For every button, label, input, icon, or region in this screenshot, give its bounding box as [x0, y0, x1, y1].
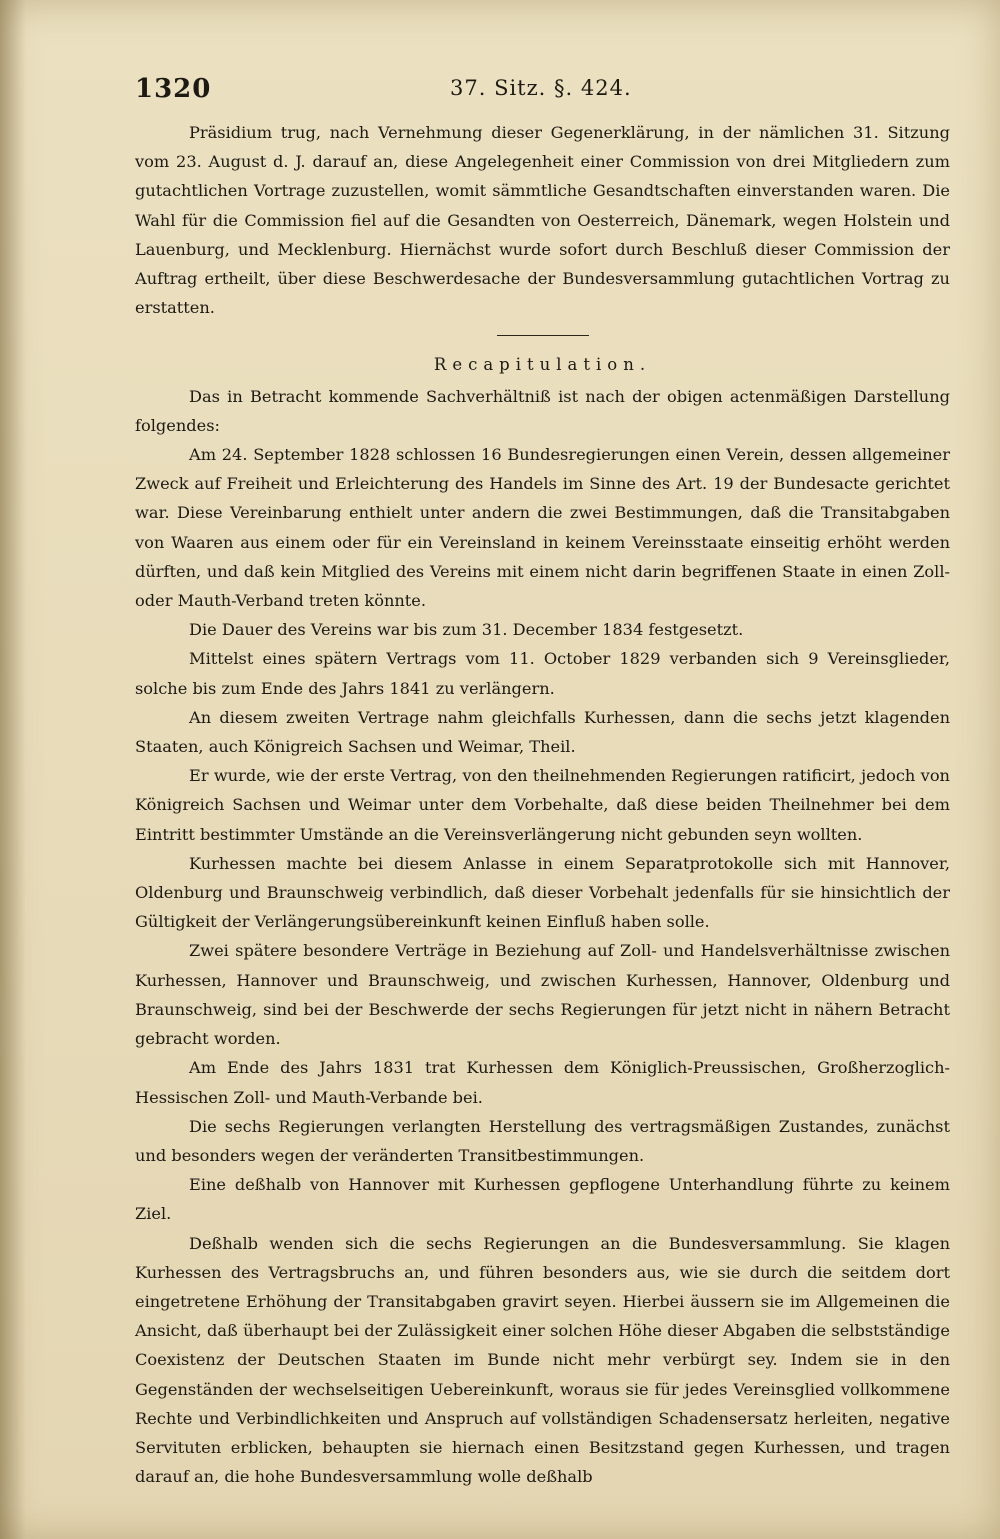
- page-header: [135, 74, 955, 110]
- paragraph: Kurhessen machte bei diesem Anlasse in einem Separatprotokolle sich mit Hannover, Oldenburg und Braunschweig verbindlich, daß dieser Vorbehalt jedenfalls für sie hinsichtlich der Gültigkeit der Verlängerungsübereinkunft keinen Einfluß haben solle.: [135, 853, 950, 932]
- paragraph: Präsidium trug, nach Vernehmung dieser Gegenerklärung, in der nämlichen 31. Sitzung vom 23. August d. J. darauf an, diese Angelegenheit einer Commission von drei Mitgliedern zum gutachtlichen Vortrage zuzustellen, womit sämmtliche Gesandtschaften einverstanden waren. Die Wahl für die Commission fiel auf die Gesandten von Oesterreich, Dänemark, wegen Holstein und Lauenburg, und Mecklenburg. Hiernächst wurde sofort durch Beschluß dieser Commission der Auftrag ertheilt, über diese Beschwerdesache der Bundesversammlung gutachtlichen Vortrag zu erstatten.: [135, 123, 950, 318]
- paragraph: Die Dauer des Vereins war bis zum 31. December 1834 festgesetzt.: [189, 620, 744, 640]
- paragraph: Er wurde, wie der erste Vertrag, von den theilnehmenden Regierungen ratificirt, jedoch von Königreich Sachsen und Weimar unter dem Vorbehalte, daß diese beiden Theilnehmer bei dem Eintritt bestimmter Umstände an die Vereinsverlängerung nicht gebunden seyn wollten.: [135, 766, 950, 844]
- paragraph: Am Ende des Jahrs 1831 trat Kurhessen dem Königlich-Preussischen, Großherzoglich-Hessischen Zoll- und Mauth-Verbande bei.: [135, 1058, 950, 1107]
- page-spine-shadow: [0, 0, 26, 1539]
- paragraph: Eine deßhalb von Hannover mit Kurhessen gepflogene Unterhandlung führte zu keinem Ziel.: [135, 1175, 950, 1224]
- paragraph: Das in Betracht kommende Sachverhältniß ist nach der obigen actenmäßigen Darstellung folgendes:: [135, 386, 950, 435]
- paragraph: Zwei spätere besondere Verträge in Beziehung auf Zoll- und Handelsverhältnisse zwischen Kurhessen, Hannover und Braunschweig, und zwischen Kurhessen, Hannover, Oldenburg und Braunschweig, sind bei der Beschwerde der sechs Regierungen für jetzt nicht in nähern Betracht gebracht worden.: [135, 941, 950, 1049]
- paragraph: Am 24. September 1828 schlossen 16 Bundesregierungen einen Verein, dessen allgemeiner Zweck auf Freiheit und Erleichterung des Handels im Sinne des Art. 19 der Bundesacte gerichtet war. Diese Vereinbarung enthielt unter andern die zwei Bestimmungen, daß die Transitabgaben von Waaren aus einem oder für ein Vereinsland in keinem Vereinsstaate einseitig erhöht werden dürften, und daß kein Mitglied des Vereins mit einem nicht darin begriffenen Staate in einen Zoll- oder Mauth-Verband treten könnte.: [135, 445, 950, 611]
- running-head: 37. Sitz. §. 424.: [450, 76, 632, 100]
- section-divider: [497, 335, 589, 336]
- page-number: 1320: [135, 74, 212, 104]
- paragraph: Mittelst eines spätern Vertrags vom 11. October 1829 verbanden sich 9 Vereinsglieder, solche bis zum Ende des Jahrs 1841 zu verlängern.: [135, 649, 950, 698]
- body-text: [135, 118, 950, 1491]
- paragraph: Die sechs Regierungen verlangten Herstellung des vertragsmäßigen Zustandes, zunächst und besonders wegen der veränderten Transitbestimmungen.: [135, 1116, 950, 1165]
- paragraph: An diesem zweiten Vertrage nahm gleichfalls Kurhessen, dann die sechs jetzt klagenden Staaten, auch Königreich Sachsen und Weimar, Theil.: [135, 707, 950, 757]
- paragraph: Deßhalb wenden sich die sechs Regierungen an die Bundesversammlung. Sie klagen Kurhessen des Vertragsbruchs an, und führen besonders aus, wie sie durch die seitdem dort eingetretene Erhöhung der Transitabgaben gravirt seyen. Hierbei äussern sie im Allgemeinen die Ansicht, daß überhaupt bei der Zulässigkeit einer solchen Höhe dieser Abgaben die selbstständige Coexistenz der Deutschen Staaten im Bunde nicht mehr verbürgt sey. Indem sie in den Gegenständen der wechselseitigen Uebereinkunft, woraus sie für jedes Vereinsglied vollkommene Rechte und Verbindlichkeiten und Anspruch auf vollständigen Schadensersatz herleiten, negative Servituten erblicken, behaupten sie hiernach einen Besitzstand gegen Kurhessen, und tragen darauf an, die hohe Bundesversammlung wolle deßhalb: [135, 1233, 950, 1487]
- section-heading: Recapitulation.: [433, 355, 652, 375]
